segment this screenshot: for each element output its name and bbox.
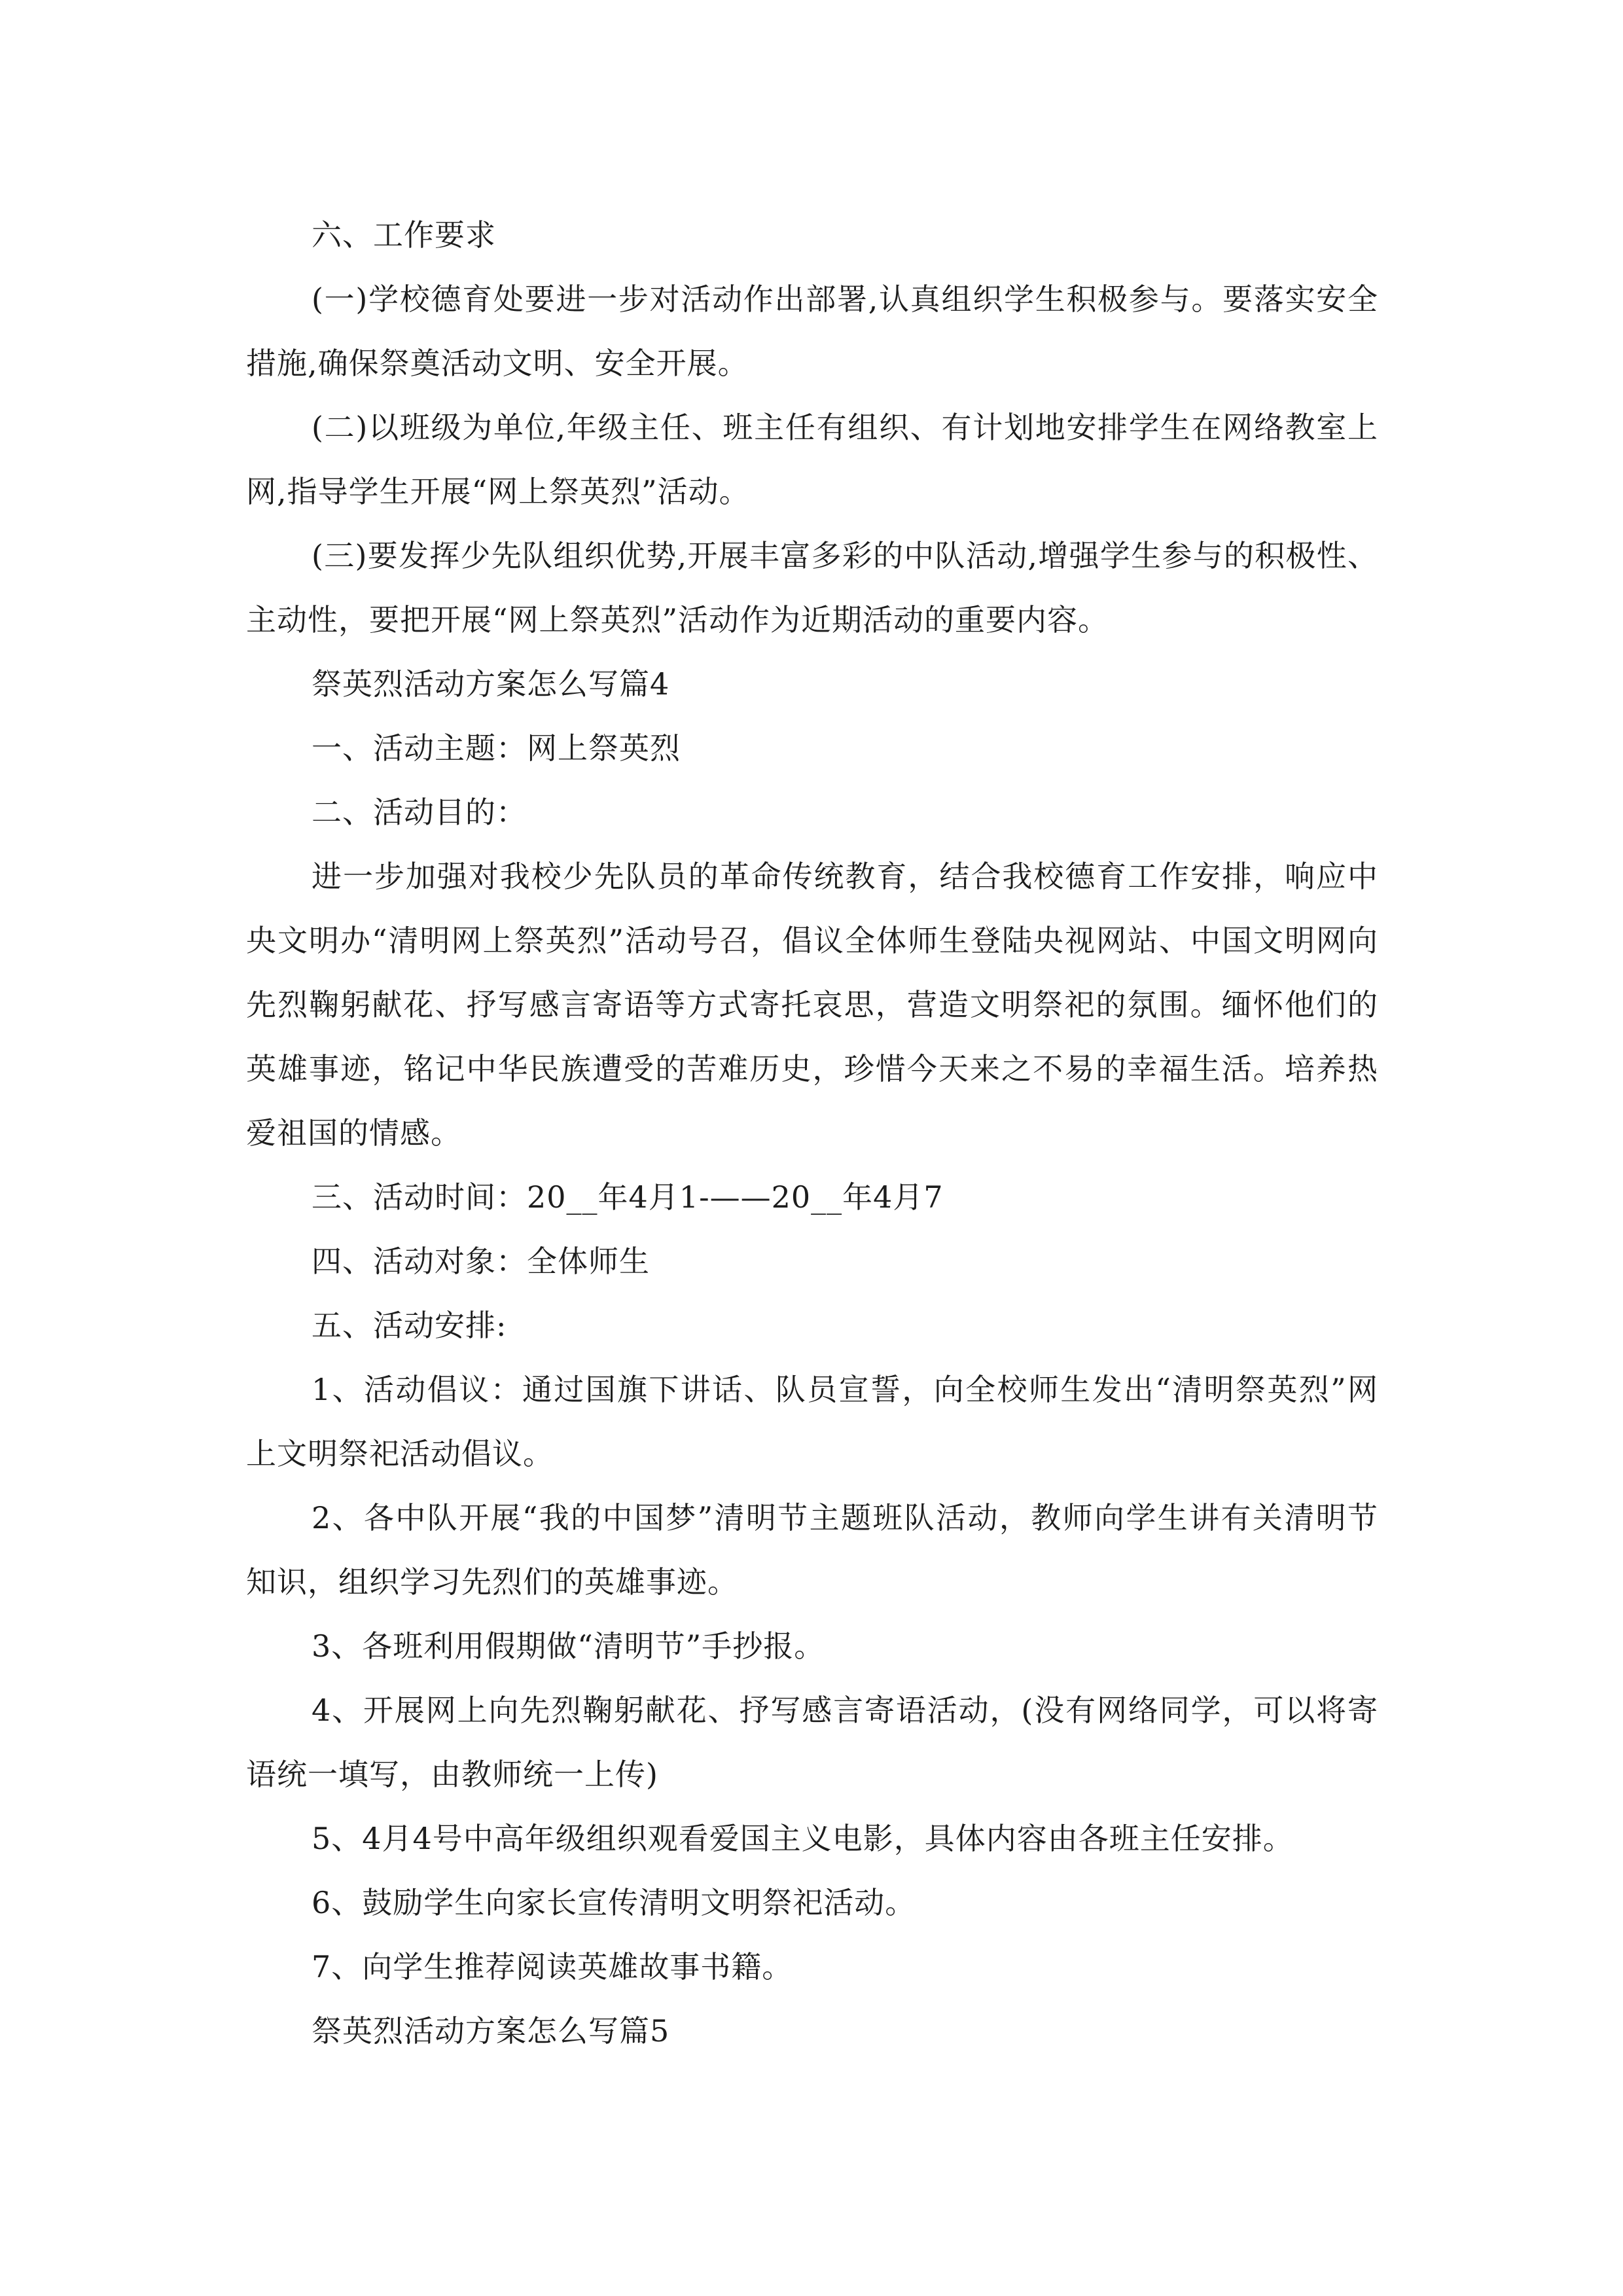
section-heading-arrangement: 五、活动安排: <box>312 1308 507 1343</box>
list-item-6: 6、鼓励学生向家长宣传清明文明祭祀活动。 <box>312 1885 916 1920</box>
paragraph-requirement-3: (三)要发挥少先队组织优势,开展丰富多彩的中队活动,增强学生参与的积极性、主动性，要把开展“网上祭英烈”活动作为近期活动的重要内容。 <box>246 538 1378 637</box>
list-item-7: 7、向学生推荐阅读英雄故事书籍。 <box>312 1949 793 1984</box>
document-body <box>246 203 1378 2063</box>
section-heading-work-requirements: 六、工作要求 <box>312 217 496 253</box>
paragraph-purpose: 进一步加强对我校少先队员的革命传统教育，结合我校德育工作安排，响应中央文明办“清明网上祭英烈”活动号召，倡议全体师生登陆央视网站、中国文明网向先烈鞠躬献花、抒写感言寄语等方式寄托哀思，营造文明祭祀的氛围。缅怀他们的英雄事迹，铭记中华民族遭受的苦难历史，珍惜今天来之不易的幸福生活。培养热爱祖国的情感。 <box>246 859 1378 1151</box>
article-title-5: 祭英烈活动方案怎么写篇5 <box>312 2013 670 2049</box>
list-item-1: 1、活动倡议：通过国旗下讲话、队员宣誓，向全校师生发出“清明祭英烈”网上文明祭祀活动倡议。 <box>246 1372 1378 1471</box>
section-heading-time: 三、活动时间：20__年4月1-——20__年4月7 <box>312 1179 944 1215</box>
paragraph-requirement-1: (一)学校德育处要进一步对活动作出部署,认真组织学生积极参与。要落实安全措施,确保祭奠活动文明、安全开展。 <box>246 281 1378 381</box>
list-item-3: 3、各班利用假期做“清明节”手抄报。 <box>312 1628 825 1664</box>
article-title-4: 祭英烈活动方案怎么写篇4 <box>312 666 670 702</box>
section-heading-theme: 一、活动主题：网上祭英烈 <box>312 730 681 766</box>
section-heading-audience: 四、活动对象：全体师生 <box>312 1244 650 1279</box>
list-item-2: 2、各中队开展“我的中国梦”清明节主题班队活动，教师向学生讲有关清明节知识，组织学习先烈们的英雄事迹。 <box>246 1500 1378 1600</box>
section-heading-purpose: 二、活动目的： <box>312 795 527 830</box>
list-item-5: 5、4月4号中高年级组织观看爱国主义电影，具体内容由各班主任安排。 <box>312 1821 1294 1856</box>
list-item-4: 4、开展网上向先烈鞠躬献花、抒写感言寄语活动，(没有网络同学，可以将寄语统一填写，由教师统一上传) <box>246 1693 1378 1792</box>
paragraph-requirement-2: (二)以班级为单位,年级主任、班主任有组织、有计划地安排学生在网络教室上网,指导学生开展“网上祭英烈”活动。 <box>246 410 1378 509</box>
